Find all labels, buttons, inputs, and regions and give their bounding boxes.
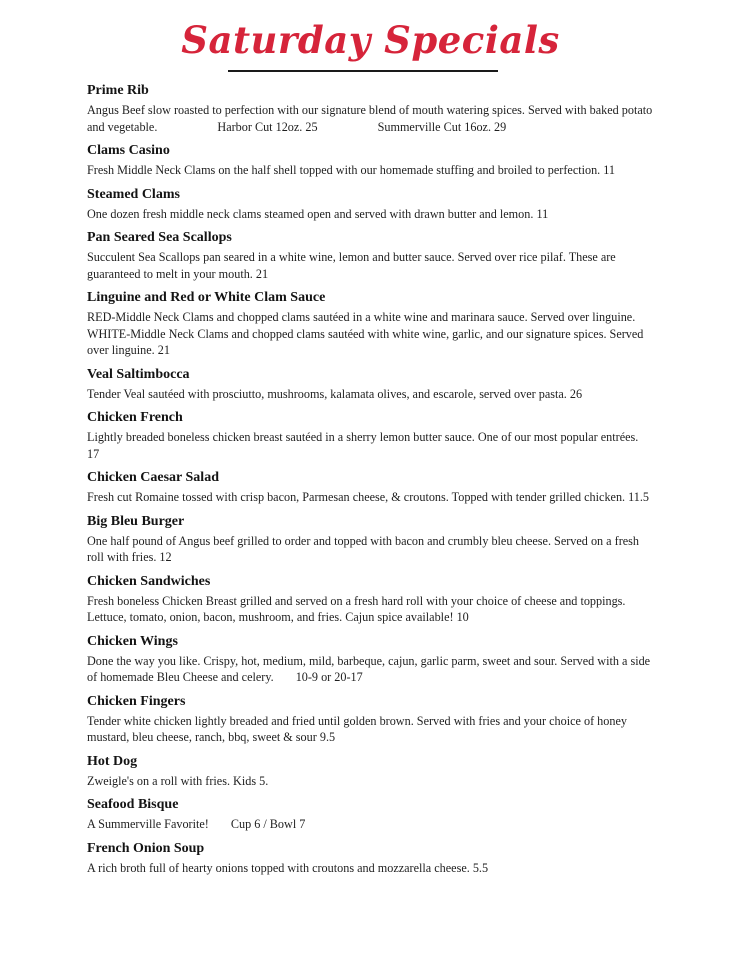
item-description <box>87 653 653 686</box>
item-name: French Onion Soup <box>87 840 205 856</box>
item-name: Chicken Caesar Salad <box>87 470 219 485</box>
item-name: Chicken French <box>87 410 183 425</box>
menu-item <box>87 142 653 179</box>
item-description-text: A Summerville Favorite! <box>87 817 209 831</box>
menu-item <box>87 796 653 833</box>
menu-item <box>87 840 653 877</box>
item-name: Chicken Fingers <box>87 693 186 709</box>
item-name: Steamed Clams <box>87 186 180 202</box>
item-price: 10-9 or 20-17 <box>295 670 363 684</box>
item-description: One half pound of Angus beef grilled to order and topped with bacon and crumbly bleu cheese. Served on a fresh roll with fries. 12 <box>87 533 639 564</box>
menu-item <box>87 693 653 746</box>
menu-item <box>87 186 653 223</box>
item-option: Summerville Cut 16oz. 29 <box>377 119 507 134</box>
item-name: Linguine and Red or White Clam Sauce <box>87 290 326 305</box>
menu-item <box>87 229 653 282</box>
item-description: Fresh boneless Chicken Breast grilled and served on a fresh hard roll with your choice of cheese and toppings. Lettuce, tomato, onion, bacon, mushroom, and fries. Cajun spice available! 10 <box>87 593 626 624</box>
menu-item <box>87 513 653 566</box>
item-description <box>87 102 653 135</box>
menu-item <box>87 753 653 790</box>
item-description: Tender white chicken lightly breaded and fried until golden brown. Served with fries and your choice of honey mustard, bleu cheese, ranch, bbq, sweet & sour 9.5 <box>87 713 627 744</box>
item-name: Prime Rib <box>87 83 149 98</box>
item-name: Pan Seared Sea Scallops <box>87 230 232 245</box>
title-underline <box>228 70 498 72</box>
page-title: Saturday Specials <box>181 18 560 62</box>
item-option: Harbor Cut 12oz. 25 <box>217 119 318 134</box>
menu-item <box>87 573 653 626</box>
menu-item <box>87 633 653 686</box>
item-name: Veal Saltimbocca <box>87 366 190 382</box>
item-price: Cup 6 / Bowl 7 <box>230 817 306 831</box>
item-description <box>87 816 653 833</box>
item-name: Chicken Wings <box>87 633 178 649</box>
menu-item <box>87 366 653 403</box>
item-description: Succulent Sea Scallops pan seared in a white wine, lemon and butter sauce. Served over rice pilaf. These are guaranteed to melt in your mouth. 21 <box>87 250 616 281</box>
menu-list <box>87 82 653 883</box>
item-description: A rich broth full of hearty onions topped with croutons and mozzarella cheese. 5.5 <box>87 860 489 875</box>
title-area <box>0 14 741 66</box>
item-description: Fresh cut Romaine tossed with crisp bacon, Parmesan cheese, & croutons. Topped with tender grilled chicken. 11.5 <box>87 490 650 504</box>
item-description: Tender Veal sautéed with prosciutto, mushrooms, kalamata olives, and escarole, served over pasta. 26 <box>87 386 583 401</box>
item-name: Clams Casino <box>87 143 170 158</box>
menu-item <box>87 409 653 462</box>
item-description: One dozen fresh middle neck clams steamed open and served with drawn butter and lemon. 11 <box>87 206 549 221</box>
menu-item <box>87 82 653 135</box>
menu-item <box>87 289 653 359</box>
item-name: Big Bleu Burger <box>87 513 185 529</box>
item-description: RED-Middle Neck Clams and chopped clams sautéed in a white wine and marinara sauce. Served over linguine. WHITE-Middle Neck Clams and chopped clams sautéed with white wine, garlic, and our signature spices. Served over linguine. 21 <box>87 310 644 357</box>
item-description: Lightly breaded boneless chicken breast sautéed in a sherry lemon butter sauce. One of our most popular entrées. 17 <box>87 430 639 461</box>
item-name: Chicken Sandwiches <box>87 573 211 589</box>
item-name: Hot Dog <box>87 753 138 769</box>
menu-item <box>87 469 653 506</box>
item-description: Zweigle's on a roll with fries. Kids 5. <box>87 773 269 788</box>
item-description-text: Done the way you like. Crispy, hot, medium, mild, barbeque, cajun, garlic parm, sweet and sour. Served with a side of homemade Bleu Cheese and celery. <box>87 653 651 684</box>
item-description-text: Angus Beef slow roasted to perfection with our signature blend of mouth watering spices. Served with baked potato and vegetable. <box>87 103 653 134</box>
item-name: Seafood Bisque <box>87 797 179 812</box>
item-description: Fresh Middle Neck Clams on the half shell topped with our homemade stuffing and broiled to perfection. 11 <box>87 163 616 177</box>
